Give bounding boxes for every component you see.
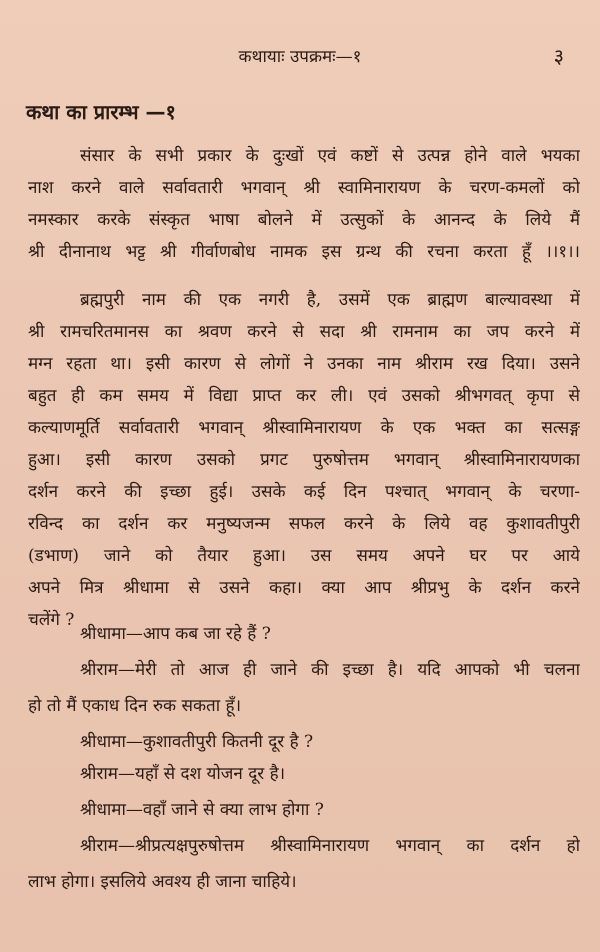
dialogue-line: श्रीधामा—आप कब जा रहे हैं ?	[80, 624, 271, 644]
paragraph-2-line: ब्रह्मपुरी नाम की एक नगरी है, उसमें एक ब्राह्मण बाल्यावस्था में	[80, 290, 580, 310]
dialogue-line: श्रीराम—मेरी तो आज ही जाने की इच्छा है। यदि आपको भी चलना	[80, 660, 580, 680]
paragraph-1	[28, 140, 580, 268]
paragraph-2-line: अपने मित्र श्रीधामा से उसने कहा। क्या आप श्रीप्रभु के दर्शन करने	[28, 578, 580, 598]
paragraph-2-line: बहुत ही कम समय में विद्या प्राप्त कर ली। एवं उसको श्रीभगवत् कृपा से	[28, 386, 580, 406]
paragraph-1-line: नमस्कार करके संस्कृत भाषा बोलने में उत्सुकों के आनन्द के लिये मैं	[28, 210, 580, 230]
paragraph-1-line: श्री दीनानाथ भट्ट श्री गीर्वाणबोध नामक इस ग्रन्थ की रचना करता हूँ ।।१।।	[28, 242, 580, 262]
paragraph-1-line: नाश करने वाले सर्वावतारी भगवान् श्री स्वामिनारायण के चरण-कमलों को	[28, 178, 580, 198]
paragraph-2-line: (डभाण) जाने को तैयार हुआ। उस समय अपने घर पर आये	[28, 546, 580, 566]
paragraph-2	[28, 284, 580, 636]
paragraph-2-line: श्री रामचरितमानस का श्रवण करने से सदा श्री रामनाम का जप करने में	[28, 322, 580, 342]
section-heading: कथा का प्रारम्भ —१	[26, 100, 176, 124]
dialogue-line: लाभ होगा। इसलिये अवश्य ही जाना चाहिये।	[28, 872, 297, 892]
dialogue-line: श्रीराम—श्रीप्रत्यक्षपुरुषोत्तम श्रीस्वामिनारायण भगवान् का दर्शन हो	[80, 836, 580, 856]
paragraph-2-line: हुआ। इसी कारण उसको प्रगट पुरुषोत्तम भगवान् श्रीस्वामिनारायणका	[28, 450, 580, 470]
page-number: ३	[553, 44, 564, 68]
dialogue-line: हो तो मैं एकाध दिन रुक सकता हूँ।	[28, 696, 242, 716]
dialogue	[28, 614, 580, 902]
paragraph-2-line: रविन्द का दर्शन कर मनुष्यजन्म सफल करने के लिये वह कुशावतीपुरी	[28, 514, 580, 534]
dialogue-line: श्रीराम—यहाँ से दश योजन दूर है।	[80, 764, 286, 784]
paragraph-1-line: संसार के सभी प्रकार के दुःखों एवं कष्टों से उत्पन्न होने वाले भयका	[80, 146, 580, 166]
dialogue-line: श्रीधामा—कुशावतीपुरी कितनी दूर है ?	[80, 732, 314, 752]
paragraph-2-line: चलेंगे ?	[28, 610, 75, 630]
dialogue-line: श्रीधामा—वहाँ जाने से क्या लाभ होगा ?	[80, 800, 324, 820]
paragraph-2-line: मग्न रहता था। इसी कारण से लोगों ने उनका नाम श्रीराम रख दिया। उसने	[28, 354, 580, 374]
paragraph-2-line: कल्याणमूर्ति सर्वावतारी भगवान् श्रीस्वामिनारायण के एक भक्त का सत्सङ्ग	[28, 418, 580, 438]
running-title: कथायाः उपक्रमः—१	[238, 47, 362, 67]
paragraph-2-line: दर्शन करने की इच्छा हुई। उसके कई दिन पश्चात् भगवान् के चरणा-	[28, 482, 580, 502]
